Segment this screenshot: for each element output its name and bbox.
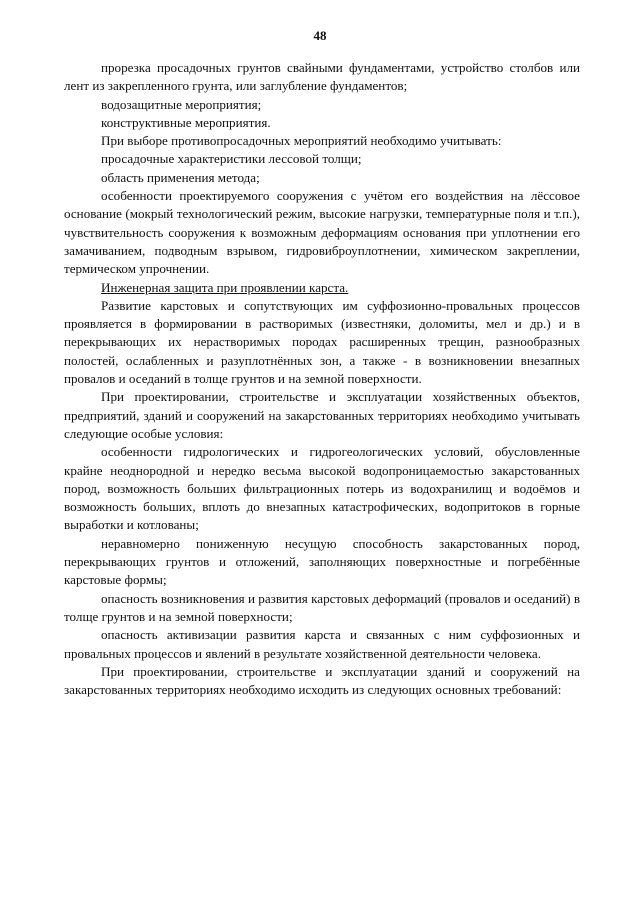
paragraph: особенности проектируемого сооружения с учётом его воздействия на лёссовое основание (мокрый технологический режим, высокие нагрузки, температурные поля и т.п.), чувствительность сооружения к возможным деформациям основания при уплотнении его замачиванием, подводным взрывом, гидровиброуплотнении, химическом закреплении, термическом упрочнении. bbox=[64, 188, 580, 277]
paragraph: опасность активизации развития карста и связанных с ним суффозионных и провальных процессов и явлений в результате хозяйственной деятельности человека. bbox=[64, 627, 580, 661]
paragraph: неравномерно пониженную несущую способность закарстованных пород, перекрывающих грунтов и отложений, заполняющих поверхностные и погребённые карстовые формы; bbox=[64, 535, 580, 588]
paragraph: прорезка просадочных грунтов свайными фундаментами, устройство столбов или лент из закрепленного грунта, или заглубление фундаментов; bbox=[64, 60, 580, 94]
paragraph: область применения метода; bbox=[101, 169, 260, 185]
paragraph: водозащитные мероприятия; bbox=[101, 96, 262, 112]
page-number: 48 bbox=[313, 28, 327, 43]
document-body bbox=[64, 59, 580, 699]
paragraph: Развитие карстовых и сопутствующих им суффозионно-провальных процессов проявляется в формировании в растворимых (известняки, доломиты, мел и др.) и в перекрывающих их нерастворимых породах расширенных трещин, разнообразных полостей, ослабленных и разуплотнённых зон, а также - в возникновении внезапных провалов и оседаний в толще грунтов и на земной поверхности. bbox=[64, 297, 580, 387]
paragraph: При выборе противопросадочных мероприятий необходимо учитывать: bbox=[101, 133, 502, 149]
paragraph: При проектировании, строительстве и эксплуатации зданий и сооружений на закарстованных территориях необходимо исходить из следующих основных требований: bbox=[64, 663, 580, 698]
section-heading: Инженерная защита при проявлении карста. bbox=[101, 279, 349, 295]
paragraph: конструктивные мероприятия. bbox=[101, 114, 271, 130]
paragraph: При проектировании, строительстве и эксплуатации хозяйственных объектов, предприятий, зданий и сооружений на закарстованных территориях необходимо учитывать следующие особые условия: bbox=[64, 389, 580, 441]
paragraph: просадочные характеристики лессовой толщи; bbox=[101, 151, 362, 167]
paragraph: особенности гидрологических и гидрогеологических условий, обусловленные крайне неоднородной и нередко весьма высокой водопроницаемостью закарстованных пород, возможность больших фильтрационных потерь из водохранилищ и водоёмов и возможность больших, вплоть до внезапных катастрофических, водопритоков в горные выработки и котлованы; bbox=[64, 444, 580, 533]
paragraph: опасность возникновения и развития карстовых деформаций (провалов и оседаний) в толще грунтов и на земной поверхности; bbox=[64, 590, 580, 624]
